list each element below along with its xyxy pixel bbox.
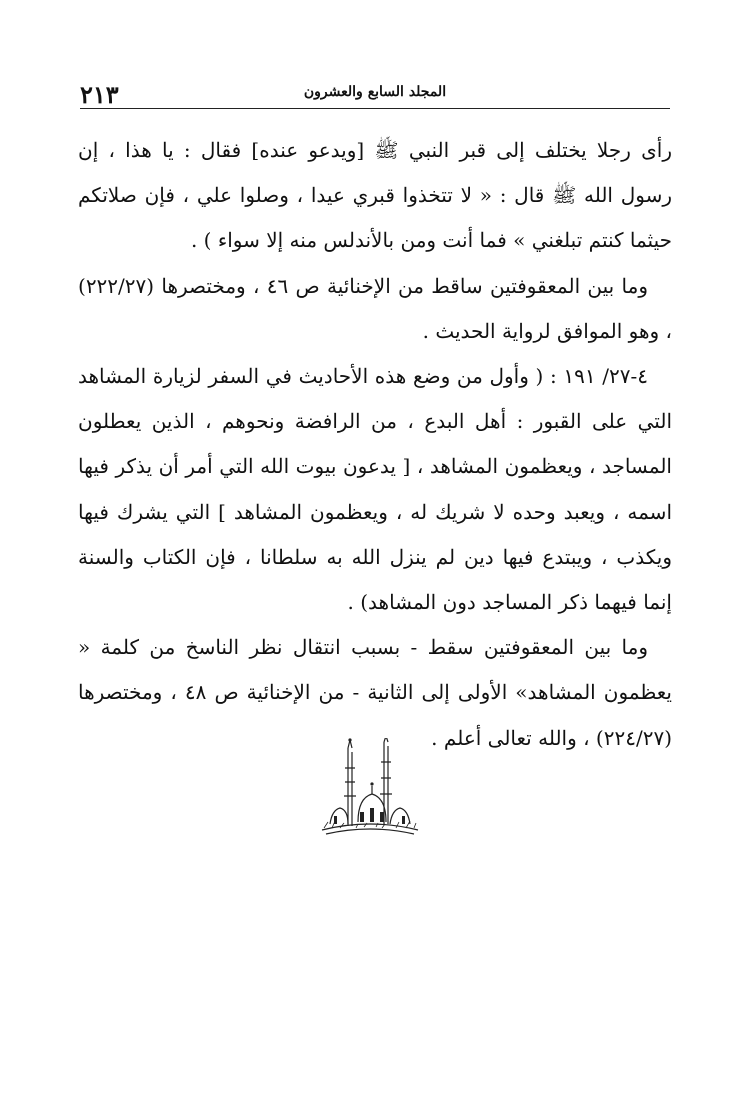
paragraph-continuation: رأى رجلا يختلف إلى قبر النبي ﷺ [ويدعو عنده] فقال : يا هذا ، إن رسول الله ﷺ قال : « لا تتخذوا قبري عيدا ، وصلوا علي ، فإن صلاتكم حيثما كنتم تبلغني » فما أنت ومن بالأندلس منه إلا سواء ) . — [78, 138, 672, 253]
running-title: المجلد السابع والعشرون — [303, 84, 447, 100]
mosque-icon — [318, 738, 422, 838]
header-divider — [80, 108, 670, 109]
page-body — [78, 128, 672, 761]
page-header — [80, 80, 670, 109]
page-number: ٢١٣ — [80, 80, 119, 109]
paragraph-quote: ٤-٢٧/ ١٩١ : ( وأول من وضع هذه الأحاديث في السفر لزيارة المشاهد التي على القبور : أهل البدع ، من الرافضة ونحوهم ، الذين يعطلون المساجد ، ويعظمون المشاهد ، [ يدعون بيوت الله التي أمر أن يذكر فيها اسمه ، ويعبد وحده لا شريك له ، ويعظمون المشاهد ] التي يشرك فيها ويكذب ، ويبتدع فيها دين لم ينزل الله به سلطانا ، فإن الكتاب والسنة إنما فيهما ذكر المساجد دون المشاهد) . — [78, 364, 673, 615]
paragraph-note-2: وما بين المعقوفتين سقط - بسبب انتقال نظر الناسخ من كلمة « يعظمون المشاهد» الأولى إلى الثانية - من الإخنائية ص ٤٨ ، ومختصرها (٢٢٤/٢٧) ، والله تعالى أعلم . — [78, 635, 672, 750]
paragraph-note-1: وما بين المعقوفتين ساقط من الإخنائية ص ٤٦ ، ومختصرها (٢٢٢/٢٧) ، وهو الموافق لرواية الحديث . — [78, 273, 672, 343]
